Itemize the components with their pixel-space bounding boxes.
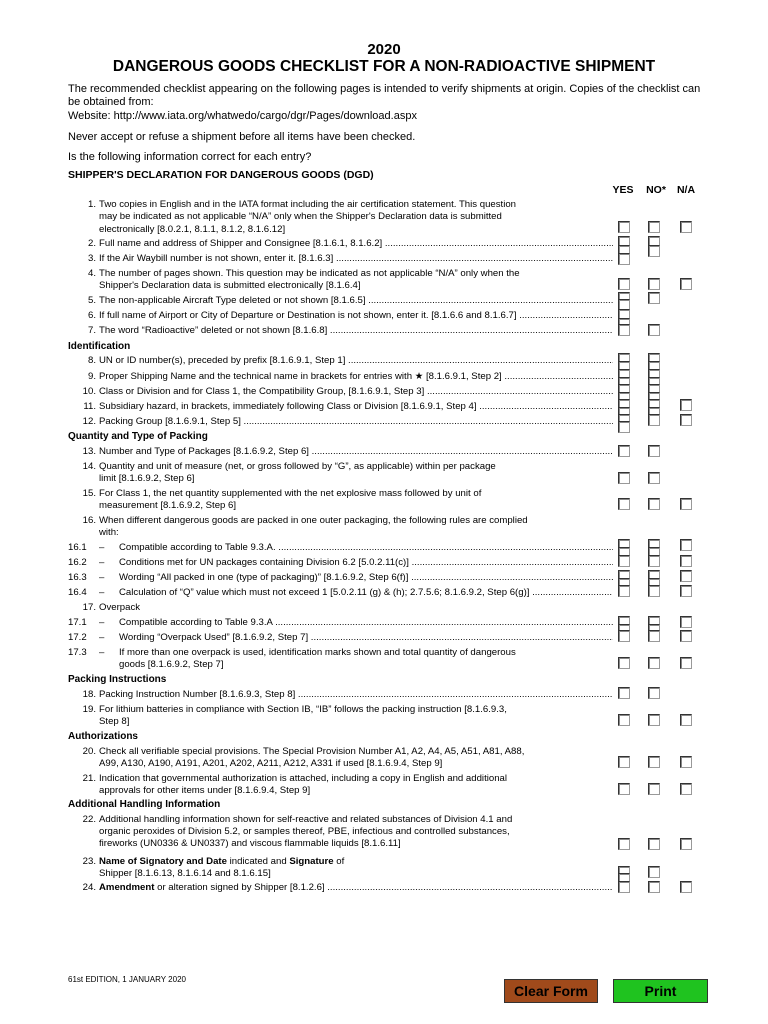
- item-1-line2: may be indicated as not applicable “N/A” only when the Shipper's Declaration data is submitted: [99, 211, 502, 222]
- item-16-1: 16.1 – Compatible according to Table 9.3.A. .....: [68, 542, 613, 555]
- checkbox-no-item-13[interactable]: [648, 445, 660, 457]
- item-7: 7. The word “Radioactive” deleted or not shown [8.1.6.8] .....: [68, 325, 613, 338]
- item-21: 21. Indication that governmental authorization is attached, including a copy in English and additional: [82, 773, 508, 784]
- section-identification: Identification: [68, 341, 131, 352]
- checkbox-no-item-16-4[interactable]: [648, 585, 660, 597]
- item-19: 19. For lithium batteries in compliance with Section IB, “IB” follows the packing instruction [8.1.6.9.3,: [82, 704, 507, 715]
- question-text: Is the following information correct for each entry?: [68, 151, 312, 163]
- checkbox-no-item-14[interactable]: [648, 472, 660, 484]
- item-22-line2: organic peroxides of Division 5.2, or samples thereof, PBE, infectious and controlled substances,: [99, 826, 510, 837]
- checkbox-yes-item-15[interactable]: [618, 498, 630, 510]
- checkbox-na-item-17-2[interactable]: [680, 630, 692, 642]
- item-17: 17. Overpack: [82, 602, 141, 613]
- section-handling: Additional Handling Information: [68, 799, 221, 810]
- checkbox-no-item-12[interactable]: [648, 414, 660, 426]
- checkbox-na-item-12[interactable]: [680, 414, 692, 426]
- never-text: Never accept or refuse a shipment before all items have been checked.: [68, 131, 416, 143]
- item-18: 18. Packing Instruction Number [8.1.6.9.3, Step 8] .....: [68, 689, 613, 702]
- col-no: NO*: [646, 184, 666, 196]
- checkbox-na-item-16-2[interactable]: [680, 555, 692, 567]
- checkbox-yes-item-17-3[interactable]: [618, 657, 630, 669]
- intro-text: The recommended checklist appearing on the following pages is intended to verify shipments at origin. Copies of the checklist can be obtained from:: [68, 83, 701, 108]
- item-15: 15. For Class 1, the net quantity supplemented with the net explosive mass followed by unit of: [82, 488, 482, 499]
- print-button[interactable]: Print: [613, 979, 708, 1003]
- checkbox-na-item-17-3[interactable]: [680, 657, 692, 669]
- checkbox-na-item-16-3[interactable]: [680, 570, 692, 582]
- page-title: DANGEROUS GOODS CHECKLIST FOR A NON-RADIOACTIVE SHIPMENT: [112, 58, 656, 75]
- checkbox-no-item-20[interactable]: [648, 756, 660, 768]
- item-16-4: 16.4 – Calculation of “Q” value which must not exceed 1 [5.0.2.11 (g) & (h); 2.7.5.6; 8.1.6.9.2, Step 6(g)] .....: [68, 587, 613, 600]
- item-19-line2: Step 8]: [99, 716, 130, 727]
- checkbox-yes-item-14[interactable]: [618, 472, 630, 484]
- item-20-line2: A99, A130, A190, A191, A201, A202, A211, A212, A331 if used [8.1.6.9.4, Step 9]: [99, 758, 443, 769]
- item-21-line2: approvals for other items under [8.1.6.9.4, Step 9]: [99, 785, 311, 796]
- checkbox-na-item-16-1[interactable]: [680, 539, 692, 551]
- checkbox-na-item-17-1[interactable]: [680, 616, 692, 628]
- item-22: 22. Additional handling information shown for self-reactive and related substances of Division 4.1 and: [82, 814, 513, 825]
- checkbox-no-item-18[interactable]: [648, 687, 660, 699]
- item-3: 3. If the Air Waybill number is not shown, enter it. [8.1.6.3] .....: [68, 253, 613, 266]
- checkbox-no-item-1[interactable]: [648, 221, 660, 233]
- checkbox-na-item-22[interactable]: [680, 838, 692, 850]
- item-4-line2: Shipper's Declaration data is submitted electronically [8.1.6.4]: [99, 280, 361, 291]
- checkbox-no-item-17-3[interactable]: [648, 657, 660, 669]
- checkbox-yes-item-18[interactable]: [618, 687, 630, 699]
- dgd-heading: SHIPPER'S DECLARATION FOR DANGEROUS GOODS (DGD): [68, 169, 374, 181]
- item-6: 6. If full name of Airport or City of Departure or Destination is not shown, enter it. [8.1.6.6 and 8.1.6.7] .....: [68, 310, 613, 323]
- checkbox-na-item-4[interactable]: [680, 278, 692, 290]
- item-22-line3: fireworks (UN0336 & UN0337) and viscous flammable liquids [8.1.6.11]: [99, 838, 401, 849]
- checkbox-yes-item-1[interactable]: [618, 221, 630, 233]
- item-9: 9. Proper Shipping Name and the technical name in brackets for entries with ★ [8.1.6.9.1, Step 2] .....: [68, 371, 613, 384]
- item-16-3: 16.3 – Wording “All packed in one (type of packaging)” [8.1.6.9.2, Step 6(f)] .....: [68, 572, 613, 585]
- item-17-2: 17.2 – Wording “Overpack Used” [8.1.6.9.2, Step 7] .....: [68, 632, 613, 645]
- item-5: 5. The non-applicable Aircraft Type deleted or not shown [8.1.6.5] .....: [68, 295, 613, 308]
- section-packing: Packing Instructions: [68, 674, 167, 685]
- item-1: 1. Two copies in English and in the IATA format including the air certification statement. This question: [87, 199, 517, 210]
- section-quantity: Quantity and Type of Packing: [68, 431, 208, 442]
- item-16-2: 16.2 – Conditions met for UN packages containing Division 6.2 [5.0.2.11(c)] .....: [68, 557, 613, 570]
- checkbox-yes-item-16-2[interactable]: [618, 555, 630, 567]
- item-23: 23. Name of Signatory and Date indicated and Signature of: [82, 856, 345, 867]
- item-23-line2: Shipper [8.1.6.13, 8.1.6.14 and 8.1.6.15]: [99, 868, 271, 879]
- clear-form-button[interactable]: Clear Form: [504, 979, 598, 1003]
- checkbox-yes-item-16-4[interactable]: [618, 585, 630, 597]
- checkbox-na-item-20[interactable]: [680, 756, 692, 768]
- col-yes: YES: [612, 184, 634, 196]
- year: 2020: [367, 41, 401, 58]
- checkbox-na-item-19[interactable]: [680, 714, 692, 726]
- section-authorizations: Authorizations: [68, 731, 138, 742]
- checkbox-na-item-15[interactable]: [680, 498, 692, 510]
- checkbox-no-item-5[interactable]: [648, 292, 660, 304]
- checkbox-no-item-21[interactable]: [648, 783, 660, 795]
- checkbox-yes-item-17-2[interactable]: [618, 630, 630, 642]
- checkbox-no-item-16-2[interactable]: [648, 555, 660, 567]
- checkbox-yes-item-22[interactable]: [618, 838, 630, 850]
- checkbox-na-item-11[interactable]: [680, 399, 692, 411]
- item-14-line2: limit [8.1.6.9.2, Step 6]: [99, 473, 195, 484]
- checkbox-na-item-21[interactable]: [680, 783, 692, 795]
- item-16-line2: with:: [99, 527, 119, 538]
- item-17-1: 17.1 – Compatible according to Table 9.3.A .....: [68, 617, 613, 630]
- checkbox-yes-item-21[interactable]: [618, 783, 630, 795]
- item-17-3-line2: goods [8.1.6.9.2, Step 7]: [119, 659, 224, 670]
- item-1-line3: electronically [8.0.2.1, 8.1.1, 8.1.2, 8.1.6.12]: [99, 224, 286, 235]
- col-na: N/A: [676, 184, 696, 196]
- item-24: 24. Amendment or alteration signed by Shipper [8.1.2.6] .....: [68, 882, 613, 895]
- checkbox-no-item-22[interactable]: [648, 838, 660, 850]
- checkbox-no-item-17-2[interactable]: [648, 630, 660, 642]
- checkbox-na-item-24[interactable]: [680, 881, 692, 893]
- checkbox-yes-item-20[interactable]: [618, 756, 630, 768]
- checkbox-yes-item-4[interactable]: [618, 278, 630, 290]
- item-8: 8. UN or ID number(s), preceded by prefix [8.1.6.9.1, Step 1] .....: [68, 355, 613, 368]
- checkbox-yes-item-19[interactable]: [618, 714, 630, 726]
- item-14: 14. Quantity and unit of measure (net, or gross followed by “G”, as applicable) within per package: [82, 461, 496, 472]
- checkbox-yes-item-24[interactable]: [618, 881, 630, 893]
- checkbox-na-item-1[interactable]: [680, 221, 692, 233]
- item-12: 12. Packing Group [8.1.6.9.1, Step 5] .....: [68, 416, 613, 429]
- checkbox-no-item-24[interactable]: [648, 881, 660, 893]
- item-20: 20. Check all verifiable special provisions. The Special Provision Number A1, A2, A4, A5, A51, A81, A88,: [82, 746, 525, 757]
- checkbox-yes-item-7[interactable]: [618, 324, 630, 336]
- item-16: 16. When different dangerous goods are packed in one outer packaging, the following rules are complied: [82, 515, 528, 526]
- item-2: 2. Full name and address of Shipper and Consignee [8.1.6.1, 8.1.6.2] .....: [68, 238, 613, 251]
- item-4: 4. The number of pages shown. This question may be indicated as not applicable “N/A” only when the: [87, 268, 520, 279]
- checkbox-no-item-15[interactable]: [648, 498, 660, 510]
- checkbox-no-item-7[interactable]: [648, 324, 660, 336]
- item-11: 11. Subsidiary hazard, in brackets, immediately following Class or Division [8.1.6.9.1, Step 4] .....: [68, 401, 613, 414]
- item-17-3: 17.3 – If more than one overpack is used, identification marks shown and total quantity of dangerous: [68, 647, 516, 658]
- item-13: 13. Number and Type of Packages [8.1.6.9.2, Step 6] .....: [68, 446, 613, 459]
- website-text: Website: http://www.iata.org/whatwedo/cargo/dgr/Pages/download.aspx: [68, 110, 417, 122]
- item-10: 10. Class or Division and for Class 1, the Compatibility Group, [8.1.6.9.1, Step 3] .....: [68, 386, 613, 399]
- item-15-line2: measurement [8.1.6.9.2, Step 6]: [99, 500, 237, 511]
- checkbox-no-item-19[interactable]: [648, 714, 660, 726]
- checkbox-yes-item-3[interactable]: [618, 253, 630, 265]
- checkbox-no-item-4[interactable]: [648, 278, 660, 290]
- checkbox-yes-item-13[interactable]: [618, 445, 630, 457]
- checkbox-yes-item-12b[interactable]: [618, 421, 630, 433]
- checkbox-no-item-2b[interactable]: [648, 245, 660, 257]
- checkbox-no-item-23[interactable]: [648, 866, 660, 878]
- footer-edition: 61st EDITION, 1 JANUARY 2020: [68, 975, 186, 984]
- checkbox-na-item-16-4[interactable]: [680, 585, 692, 597]
